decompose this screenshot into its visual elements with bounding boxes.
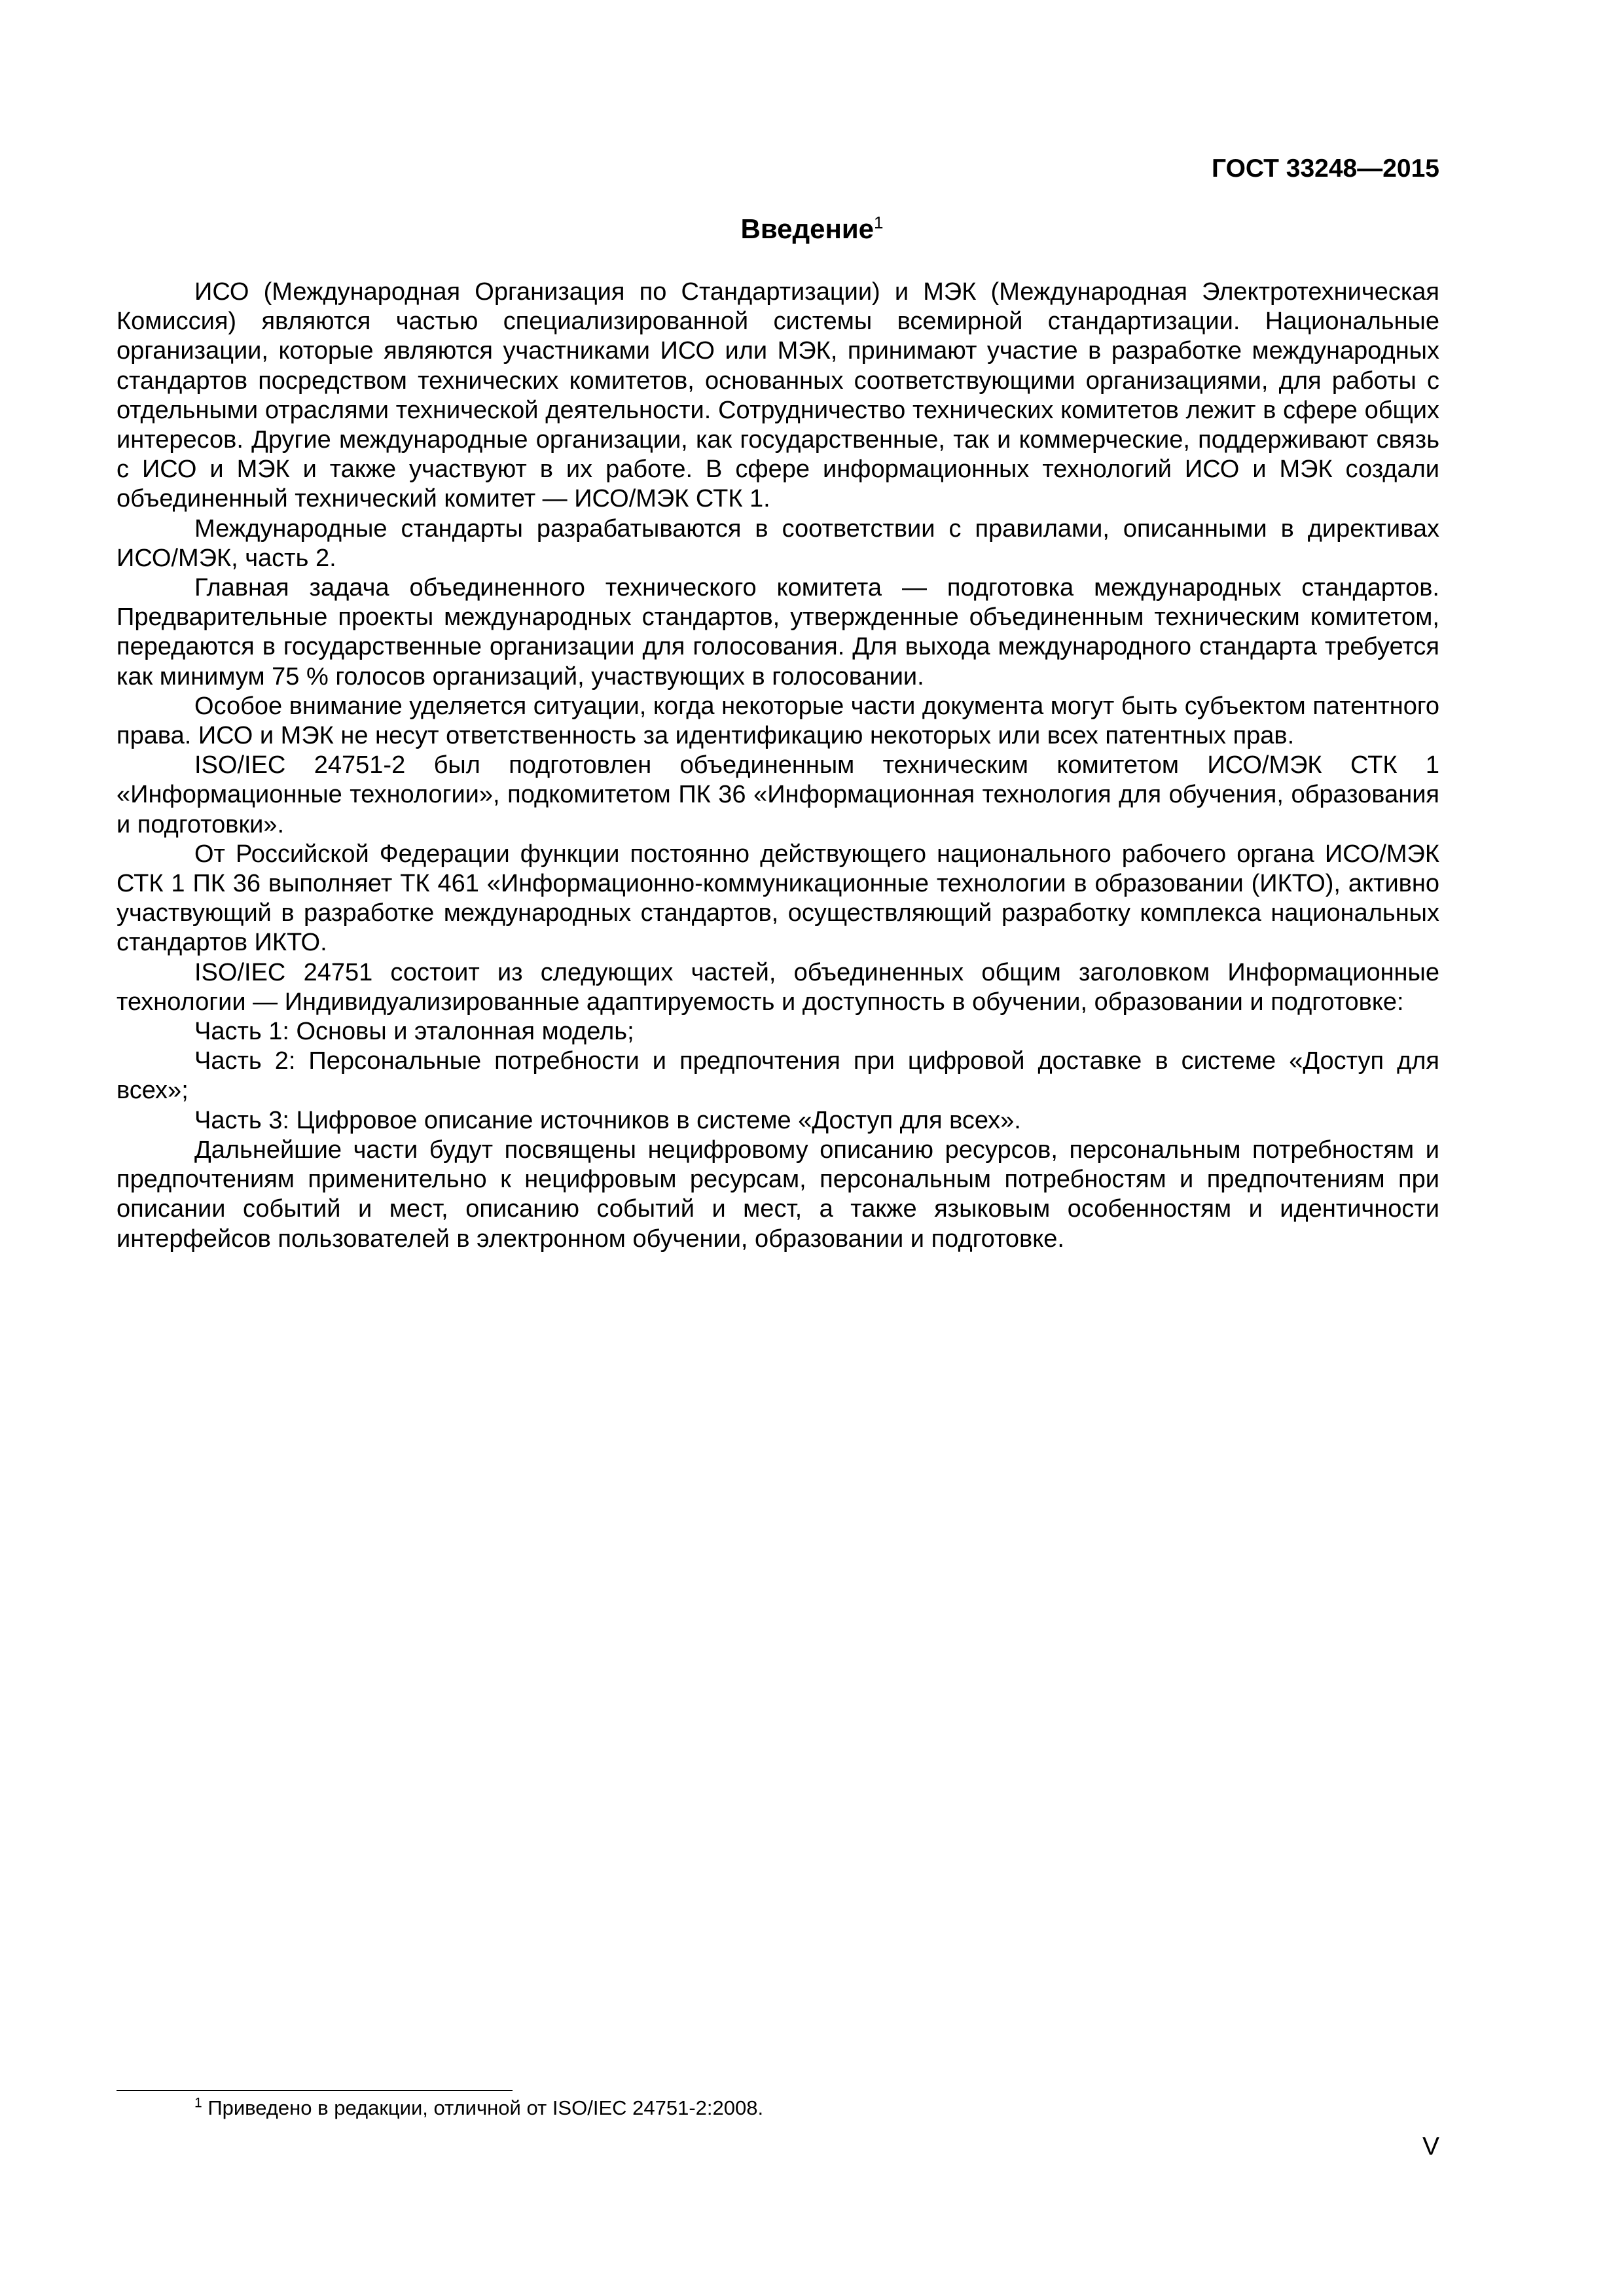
section-title-text: Введение <box>740 213 875 244</box>
paragraph-1: ИСО (Международная Организация по Стандартизации) и МЭК (Международная Электротехническая Комиссия) являются частью специализированной системы всемирной стандартизации. Национальные организации, которые являются участниками ИСО или МЭК, принимают участие в разработке международных стандартов посредством технических комитетов, основанных соответствующими организациями, для работы с отдельными отраслями технической деятельности. Сотрудничество технических комитетов лежит в сфере общих интересов. Другие международные организации, как государственные, так и коммерческие, поддерживают связь с ИСО и МЭК и также участвуют в их работе. В сфере информационных технологий ИСО и МЭК создали объединенный технический комитет — ИСО/МЭК СТК 1. <box>117 278 1439 513</box>
document-code: ГОСТ 33248—2015 <box>1212 154 1439 183</box>
paragraph-8: Дальнейшие части будут посвящены нецифровому описанию ресурсов, персональным потребностям и предпочтениям применительно к нецифровым ресурсам, персональным потребностям и предпочтениям при описании событий и мест, описанию событий и мест, а также языковым особенностям и идентичности интерфейсов пользователей в электронном обучении, образовании и подготовке. <box>117 1136 1439 1253</box>
list-item-part-1: Часть 1: Основы и эталонная модель; <box>194 1018 634 1046</box>
footnote <box>194 2096 763 2120</box>
paragraph-3: Главная задача объединенного технического комитета — подготовка международных стандартов. Предварительные проекты международных стандартов, утвержденные объединенным техническим комитетом, передаются в государственные организации для голосования. Для выхода международного стандарта требуется как минимум 75 % голосов организаций, участвующих в голосовании. <box>117 574 1439 691</box>
paragraph-6: От Российской Федерации функции постоянно действующего национального рабочего органа ИСО/МЭК СТК 1 ПК 36 выполняет ТК 461 «Информационно-коммуникационные технологии в образовании (ИКТО), активно участвующий в разработке международных стандартов, осуществляющий разработку комплекса национальных стандартов ИКТО. <box>117 840 1439 957</box>
paragraph-2: Международные стандарты разрабатываются в соответствии с правилами, описанными в директивах ИСО/МЭК, часть 2. <box>117 514 1439 572</box>
paragraph-5: ISO/IEC 24751-2 был подготовлен объединенным техническим комитетом ИСО/МЭК СТК 1 «Информационные технологии», подкомитетом ПК 36 «Информационная технология для обучения, образования и подготовки». <box>117 751 1439 838</box>
title-footnote-mark: 1 <box>874 213 884 232</box>
intro-body <box>117 278 1439 1254</box>
section-title <box>0 213 1624 245</box>
footnote-text: Приведено в редакции, отличной от ISO/IEC 24751-2:2008. <box>208 2096 764 2119</box>
page-number: V <box>1422 2132 1439 2161</box>
list-item-part-3: Часть 3: Цифровое описание источников в системе «Доступ для всех». <box>194 1106 1021 1134</box>
list-item-part-2: Часть 2: Персональные потребности и предпочтения при цифровой доставке в системе «Доступ для всех»; <box>117 1047 1439 1105</box>
footnote-divider <box>117 2090 513 2091</box>
paragraph-4: Особое внимание уделяется ситуации, когда некоторые части документа могут быть субъектом патентного права. ИСО и МЭК не несут ответственность за идентификацию некоторых или всех патентных прав. <box>117 692 1440 750</box>
footnote-mark: 1 <box>194 2095 202 2111</box>
paragraph-7: ISO/IEC 24751 состоит из следующих частей, объединенных общим заголовком Информационные технологии — Индивидуализированные адаптируемость и доступность в обучении, образовании и подготовке: <box>117 958 1439 1016</box>
